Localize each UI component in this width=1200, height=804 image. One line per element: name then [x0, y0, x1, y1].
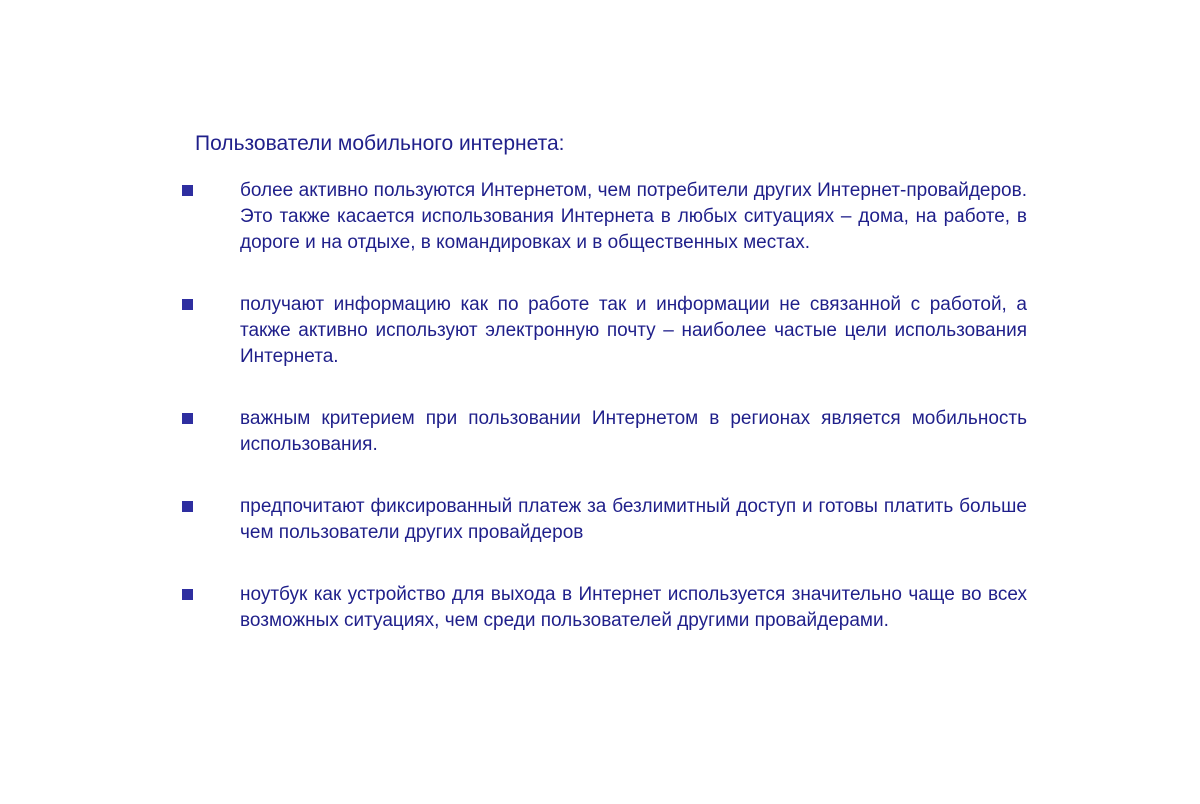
bullet-text: более активно пользуются Интернетом, чем потребители других Интернет-провайдеров. Это также касается использования Интернета в любых ситуациях – дома, на работе, в дороге и на отдыхе, в командировках и в общественных местах.	[240, 180, 1027, 253]
bullet-text: предпочитают фиксированный платеж за безлимитный доступ и готовы платить больше чем пользователи других провайдеров	[240, 496, 1027, 543]
list-item	[182, 494, 1027, 546]
list-item	[182, 292, 1027, 370]
slide-title: Пользователи мобильного интернета:	[195, 132, 565, 155]
list-item	[182, 406, 1027, 458]
bullet-text: ноутбук как устройство для выхода в Интернет используется значительно чаще во всех возможных ситуациях, чем среди пользователей другими провайдерами.	[240, 584, 1027, 631]
square-bullet-icon	[182, 413, 193, 424]
bullet-list	[182, 178, 1027, 670]
square-bullet-icon	[182, 185, 193, 196]
square-bullet-icon	[182, 589, 193, 600]
list-item	[182, 178, 1027, 256]
list-item	[182, 582, 1027, 634]
bullet-text: получают информацию как по работе так и информации не связанной с работой, а также активно используют электронную почту – наиболее частые цели использования Интернета.	[240, 294, 1027, 367]
square-bullet-icon	[182, 501, 193, 512]
bullet-text: важным критерием при пользовании Интернетом в регионах является мобильность использования.	[240, 408, 1027, 455]
square-bullet-icon	[182, 299, 193, 310]
